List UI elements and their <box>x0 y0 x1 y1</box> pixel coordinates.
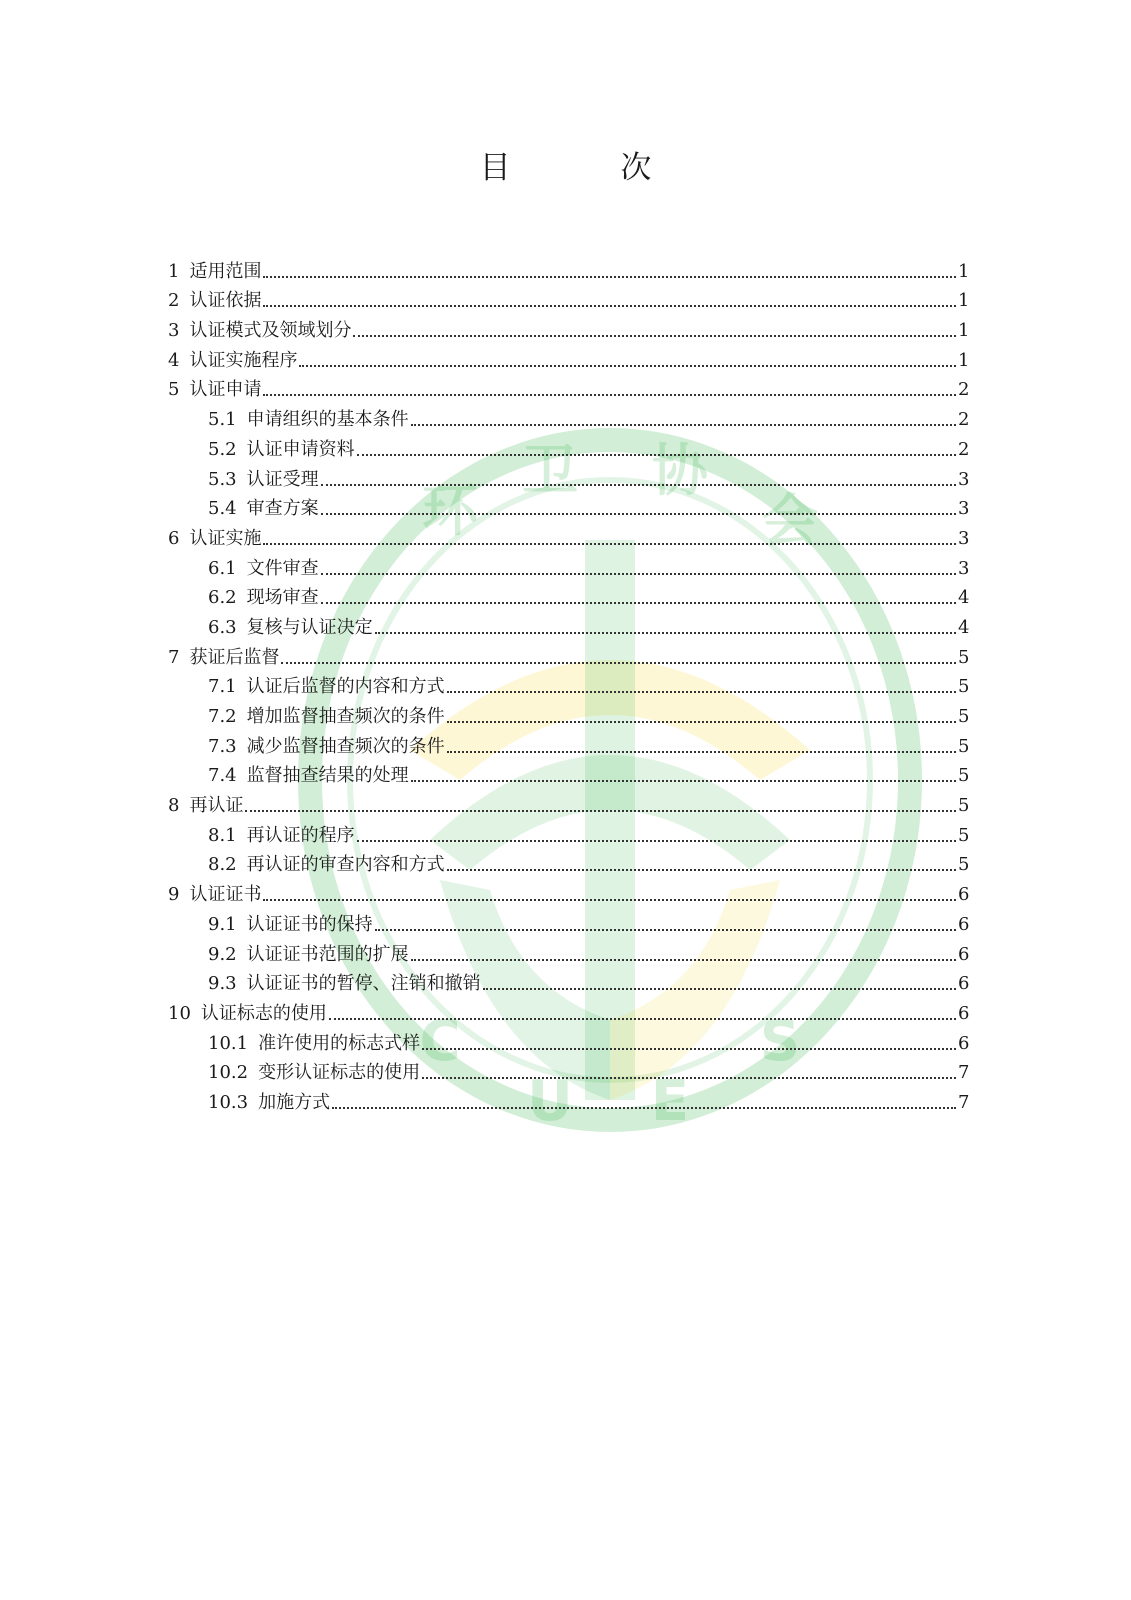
toc-dot-leader <box>422 1048 956 1050</box>
toc-entry-text <box>168 260 958 284</box>
toc-page-number: 2 <box>958 379 970 401</box>
toc-number: 6.1 <box>208 557 237 579</box>
page-title: 目 次 <box>479 150 702 186</box>
toc-label: 认证证书的保持 <box>246 913 373 935</box>
toc-dot-leader <box>411 959 956 961</box>
toc-page-number: 1 <box>958 260 970 282</box>
toc-entry[interactable] <box>168 907 968 937</box>
toc-label: 认证依据 <box>189 290 262 312</box>
toc-number: 6.3 <box>208 616 237 638</box>
toc-entry[interactable] <box>168 729 968 759</box>
toc-dot-leader <box>411 780 956 782</box>
toc-entry-text <box>168 527 958 551</box>
toc-number: 8 <box>168 795 180 817</box>
toc-dot-leader <box>483 988 956 990</box>
toc-dot-leader <box>357 840 956 842</box>
toc-entry[interactable] <box>168 432 968 462</box>
toc-dot-leader <box>375 929 956 931</box>
toc-entry[interactable] <box>168 462 968 492</box>
toc-number: 5.1 <box>208 409 237 431</box>
toc-label: 变形认证标志的使用 <box>258 1062 421 1084</box>
toc-entry-text <box>168 1032 958 1056</box>
toc-number: 9.3 <box>208 973 237 995</box>
toc-number: 9.1 <box>208 913 237 935</box>
toc-number: 3 <box>168 320 180 342</box>
toc-number: 10 <box>168 1002 191 1024</box>
toc-entry-text <box>168 378 958 402</box>
toc-number: 9.2 <box>208 943 237 965</box>
toc-entry[interactable] <box>168 254 968 284</box>
toc-entry-text <box>168 943 958 967</box>
toc-label: 申请组织的基本条件 <box>246 409 409 431</box>
toc-page-number: 1 <box>958 349 970 371</box>
toc-number: 5.2 <box>208 438 237 460</box>
toc-entry[interactable] <box>168 521 968 551</box>
table-of-contents <box>168 254 968 1115</box>
toc-dot-leader <box>263 543 956 545</box>
toc-dot-leader <box>375 632 956 634</box>
toc-dot-leader <box>299 365 956 367</box>
toc-entry-text <box>168 735 958 759</box>
toc-label: 减少监督抽查频次的条件 <box>246 735 445 757</box>
toc-dot-leader <box>321 484 956 486</box>
toc-entry[interactable] <box>168 313 968 343</box>
toc-label: 认证证书范围的扩展 <box>246 943 409 965</box>
toc-page-number: 5 <box>958 854 970 876</box>
toc-label: 认证证书 <box>189 884 262 906</box>
toc-dot-leader <box>263 394 956 396</box>
toc-entry[interactable] <box>168 640 968 670</box>
toc-entry[interactable] <box>168 1085 968 1115</box>
toc-number: 2 <box>168 290 180 312</box>
toc-entry-text <box>168 913 958 937</box>
toc-number: 5.4 <box>208 498 237 520</box>
toc-page-number: 2 <box>958 409 970 431</box>
toc-entry-text <box>168 557 958 581</box>
toc-number: 4 <box>168 349 180 371</box>
toc-number: 10.2 <box>208 1062 249 1084</box>
toc-label: 再认证的审查内容和方式 <box>246 854 445 876</box>
seal-letter: U <box>527 1069 573 1134</box>
toc-page-number: 5 <box>958 646 970 668</box>
seal-char: 卫 <box>522 439 578 504</box>
toc-dot-leader <box>263 899 956 901</box>
toc-dot-leader <box>447 721 956 723</box>
toc-page-number: 3 <box>958 527 970 549</box>
toc-entry-text <box>168 794 958 818</box>
toc-page-number: 1 <box>958 290 970 312</box>
toc-dot-leader <box>263 276 956 278</box>
seal-char: 会 <box>762 489 818 554</box>
toc-entry[interactable] <box>168 610 968 640</box>
toc-page-number: 6 <box>958 1002 970 1024</box>
toc-entry[interactable] <box>168 402 968 432</box>
toc-number: 1 <box>168 260 180 282</box>
toc-dot-leader <box>329 1018 956 1020</box>
toc-label: 认证实施 <box>189 527 262 549</box>
toc-page-number: 6 <box>958 973 970 995</box>
toc-entry[interactable] <box>168 848 968 878</box>
seal-letter: S <box>759 1009 801 1074</box>
toc-entry[interactable] <box>168 551 968 581</box>
seal-letter: C <box>419 1009 461 1074</box>
toc-label: 复核与认证决定 <box>246 616 373 638</box>
toc-entry[interactable] <box>168 373 968 403</box>
toc-page-number: 2 <box>958 438 970 460</box>
toc-page-number: 5 <box>958 765 970 787</box>
toc-entry[interactable] <box>168 284 968 314</box>
toc-entry-text <box>168 497 958 521</box>
toc-entry-text <box>168 824 958 848</box>
toc-number: 5 <box>168 379 180 401</box>
toc-label: 认证实施程序 <box>189 349 298 371</box>
toc-entry-text <box>168 586 958 610</box>
toc-entry[interactable] <box>168 877 968 907</box>
toc-entry[interactable] <box>168 699 968 729</box>
toc-page-number: 5 <box>958 706 970 727</box>
toc-page-number: 3 <box>958 468 970 490</box>
toc-page-number: 5 <box>958 795 970 817</box>
toc-number: 9 <box>168 884 180 906</box>
toc-entry-text <box>168 468 958 492</box>
toc-entry-text <box>168 972 958 996</box>
toc-entry[interactable] <box>168 670 968 700</box>
toc-page-number: 6 <box>958 913 970 935</box>
toc-dot-leader <box>353 335 956 337</box>
toc-label: 认证受理 <box>246 468 319 490</box>
toc-label: 再认证 <box>189 795 244 817</box>
toc-label: 文件审查 <box>246 557 319 579</box>
toc-page-number: 6 <box>958 943 970 965</box>
toc-page-number: 4 <box>958 587 970 609</box>
toc-dot-leader <box>245 810 956 812</box>
toc-entry[interactable] <box>168 581 968 611</box>
toc-number: 7.3 <box>208 735 237 757</box>
toc-entry-text <box>168 289 958 313</box>
toc-entry-text <box>168 438 958 462</box>
toc-label: 准许使用的标志式样 <box>258 1032 421 1054</box>
toc-entry-text <box>168 1091 958 1115</box>
toc-entry[interactable] <box>168 1056 968 1086</box>
toc-entry-text <box>168 853 958 877</box>
toc-label: 认证申请 <box>189 379 262 401</box>
toc-dot-leader <box>332 1107 956 1109</box>
toc-label: 再认证的程序 <box>246 824 355 846</box>
toc-entry-text <box>168 1002 958 1026</box>
toc-page-number: 5 <box>958 824 970 846</box>
toc-entry[interactable] <box>168 818 968 848</box>
toc-entry[interactable] <box>168 996 968 1026</box>
toc-dot-leader <box>422 1077 956 1079</box>
toc-entry-text <box>168 1061 958 1085</box>
toc-entry[interactable] <box>168 759 968 789</box>
seal-char: 协 <box>652 439 708 504</box>
toc-dot-leader <box>447 751 956 753</box>
toc-page-number: 6 <box>958 884 970 906</box>
toc-label: 认证证书的暂停、注销和撤销 <box>246 973 481 995</box>
toc-dot-leader <box>321 513 956 515</box>
toc-dot-leader <box>357 454 956 456</box>
toc-number: 8.1 <box>208 824 237 846</box>
toc-number: 5.3 <box>208 468 237 490</box>
toc-entry[interactable] <box>168 967 968 997</box>
toc-page-number: 3 <box>958 557 970 579</box>
toc-dot-leader <box>447 691 956 693</box>
toc-number: 6.2 <box>208 587 237 609</box>
toc-entry[interactable] <box>168 788 968 818</box>
toc-entry-text <box>168 705 958 729</box>
seal-letter: E <box>650 1069 690 1134</box>
toc-label: 监督抽查结果的处理 <box>246 765 409 787</box>
toc-number: 7 <box>168 646 180 668</box>
toc-entry-text <box>168 675 958 699</box>
toc-entry-text <box>168 646 958 670</box>
toc-number: 7.4 <box>208 765 237 787</box>
toc-page-number: 6 <box>958 1032 970 1054</box>
toc-number: 10.1 <box>208 1032 249 1054</box>
toc-label: 认证后监督的内容和方式 <box>246 676 445 698</box>
toc-dot-leader <box>281 662 956 664</box>
toc-label: 现场审查 <box>246 587 319 609</box>
toc-number: 6 <box>168 527 180 549</box>
toc-label: 认证申请资料 <box>246 438 355 460</box>
toc-entry[interactable] <box>168 343 968 373</box>
toc-entry[interactable] <box>168 492 968 522</box>
toc-page-number: 7 <box>958 1091 970 1113</box>
toc-label: 适用范围 <box>189 260 262 282</box>
toc-label: 加施方式 <box>258 1091 331 1113</box>
toc-page-number: 5 <box>958 676 970 698</box>
toc-dot-leader <box>263 305 956 307</box>
toc-label: 认证模式及领域划分 <box>189 320 352 342</box>
toc-label: 获证后监督 <box>189 646 280 668</box>
toc-entry[interactable] <box>168 937 968 967</box>
toc-page-number: 7 <box>958 1062 970 1084</box>
toc-number: 8.2 <box>208 854 237 876</box>
toc-entry-text <box>168 349 958 373</box>
toc-page-number: 1 <box>958 320 970 342</box>
toc-entry-text <box>168 616 958 640</box>
toc-dot-leader <box>447 869 956 871</box>
toc-entry-text <box>168 764 958 788</box>
toc-label: 增加监督抽查频次的条件 <box>246 706 445 727</box>
toc-number: 7.2 <box>208 706 237 727</box>
toc-page-number: 5 <box>958 735 970 757</box>
toc-dot-leader <box>321 573 956 575</box>
toc-entry-text <box>168 883 958 907</box>
toc-page-number: 4 <box>958 616 970 638</box>
toc-label: 认证标志的使用 <box>200 1002 327 1024</box>
toc-dot-leader <box>321 602 956 604</box>
seal-char: 环 <box>422 479 478 544</box>
toc-label: 审查方案 <box>246 498 319 520</box>
toc-page-number: 3 <box>958 498 970 520</box>
toc-entry[interactable] <box>168 1026 968 1056</box>
toc-dot-leader <box>411 424 956 426</box>
toc-number: 7.1 <box>208 676 237 698</box>
toc-number: 10.3 <box>208 1091 249 1113</box>
toc-entry-text <box>168 408 958 432</box>
toc-entry-text <box>168 319 958 343</box>
